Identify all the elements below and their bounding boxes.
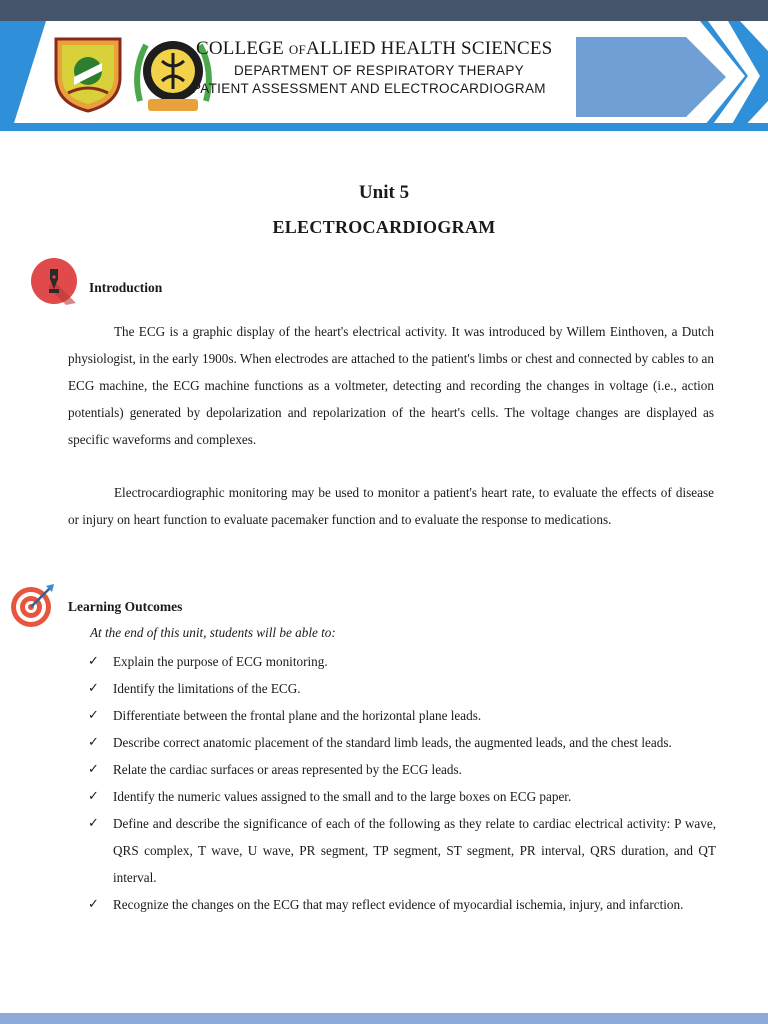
college-name: COLLEGE OFALLIED HEALTH SCIENCES xyxy=(196,38,553,59)
list-item: ✓ Describe correct anatomic placement of the standard limb leads, the augmented leads, and the chest leads. xyxy=(88,729,716,756)
checkmark-icon: ✓ xyxy=(88,762,99,777)
top-bar xyxy=(0,0,768,21)
list-item: ✓ Recognize the changes on the ECG that may reflect evidence of myocardial ischemia, injury, and infarction. xyxy=(88,891,716,918)
header-underline xyxy=(0,123,768,131)
list-item: ✓ Relate the cardiac surfaces or areas represented by the ECG leads. xyxy=(88,756,716,783)
page-header xyxy=(0,21,768,131)
learning-outcomes-intro: At the end of this unit, students will be able to: xyxy=(90,625,336,640)
course-name: PATIENT ASSESSMENT AND ELECTROCARDIOGRAM xyxy=(192,81,546,96)
target-icon xyxy=(10,582,56,628)
learning-outcomes-list xyxy=(88,648,716,918)
learning-outcomes-heading: Learning Outcomes xyxy=(68,599,183,614)
intro-paragraph: Electrocardiographic monitoring may be used to monitor a patient's heart rate, to evaluate the effects of disease or injury on heart function to evaluate pacemaker function and to evaluate the response to medications. xyxy=(68,485,714,527)
checkmark-icon: ✓ xyxy=(88,816,99,831)
department-name: DEPARTMENT OF RESPIRATORY THERAPY xyxy=(234,63,524,78)
checkmark-icon: ✓ xyxy=(88,654,99,669)
intro-paragraph: The ECG is a graphic display of the heart's electrical activity. It was introduced by Willem Einthoven, a Dutch physiologist, in the early 1900s. When electrodes are attached to the patient's limbs or chest and connected by cables to an ECG machine, the ECG machine functions as a voltmeter, detecting and recording the changes in voltage (i.e., action potentials) generated by depolarization and repolarization of the heart's cells. The voltage changes are displayed as specific waveforms and complexes. xyxy=(68,324,714,447)
list-item: ✓ Identify the numeric values assigned to the small and to the large boxes on ECG paper. xyxy=(88,783,716,810)
list-item: ✓ Differentiate between the frontal plane and the horizontal plane leads. xyxy=(88,702,716,729)
university-seal-icon xyxy=(48,33,128,113)
checkmark-icon: ✓ xyxy=(88,897,99,912)
list-item: ✓ Define and describe the significance of each of the following as they relate to cardiac electrical activity: P wave, QRS complex, T wave, U wave, PR segment, TP segment, ST segment, PR interval, QRS duration, and QT interval. xyxy=(88,810,716,891)
unit-title: ELECTROCARDIOGRAM xyxy=(272,217,496,237)
checkmark-icon: ✓ xyxy=(88,681,99,696)
list-item: ✓ Identify the limitations of the ECG. xyxy=(88,675,716,702)
footer-bar xyxy=(0,1013,768,1024)
checkmark-icon: ✓ xyxy=(88,708,99,723)
list-item: ✓ Explain the purpose of ECG monitoring. xyxy=(88,648,716,675)
checkmark-icon: ✓ xyxy=(88,789,99,804)
pen-nib-icon xyxy=(30,257,78,305)
unit-number: Unit 5 xyxy=(358,182,410,203)
introduction-heading: Introduction xyxy=(89,280,163,295)
checkmark-icon: ✓ xyxy=(88,735,99,750)
